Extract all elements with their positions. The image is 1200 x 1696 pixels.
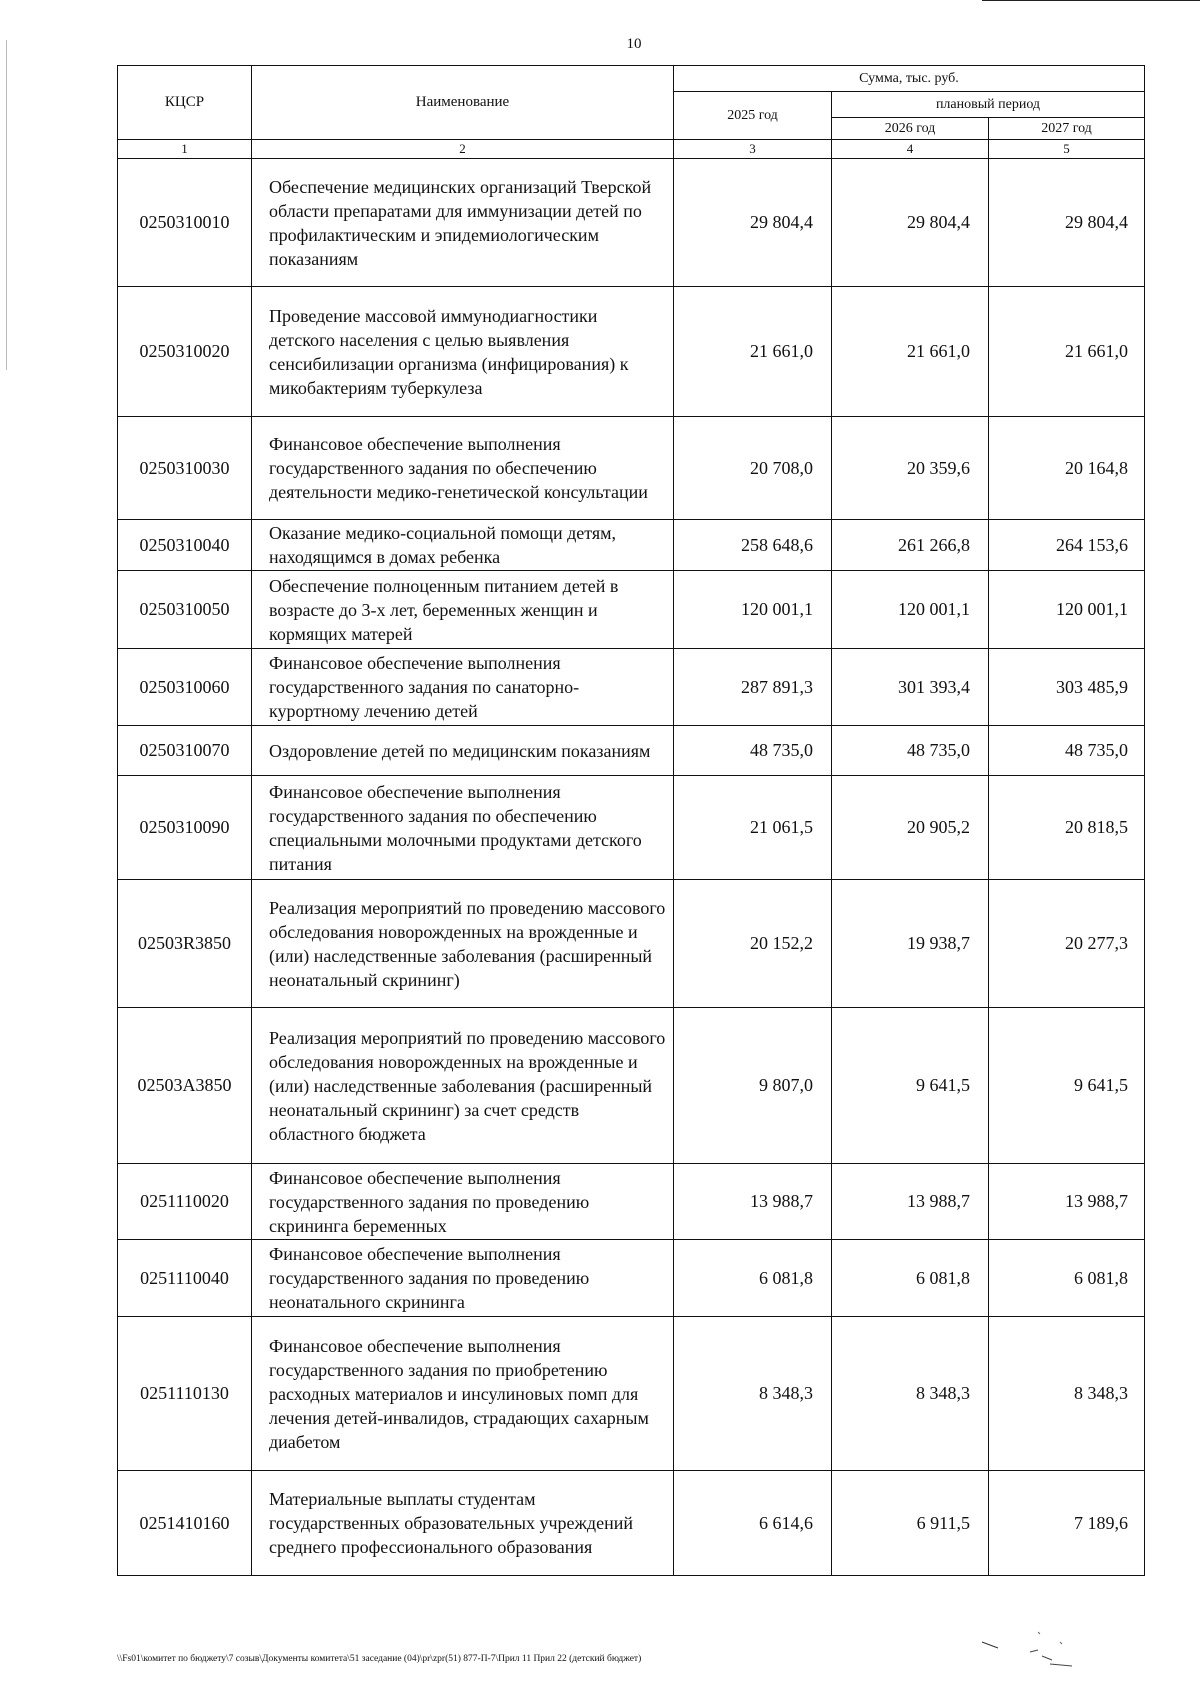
- table-row: [118, 1164, 1145, 1240]
- row-value-2026: 48 735,0: [832, 726, 989, 776]
- row-value-2025: 120 001,1: [674, 571, 832, 649]
- row-value-2027: 21 661,0: [989, 287, 1145, 417]
- row-value-2026: 6 081,8: [832, 1240, 989, 1317]
- row-name: Финансовое обеспечение выполнения государственного задания по проведению скрининга беременных: [252, 1164, 674, 1240]
- table-row: [118, 649, 1145, 726]
- table-row: [118, 1008, 1145, 1164]
- column-number: 2: [252, 140, 674, 159]
- row-name: Материальные выплаты студентам государственных образовательных учреждений среднего профессионального образования: [252, 1471, 674, 1576]
- row-code: 0250310040: [118, 520, 252, 571]
- row-value-2025: 21 661,0: [674, 287, 832, 417]
- handwritten-mark: [980, 1622, 1090, 1672]
- row-name: Финансовое обеспечение выполнения государственного задания по санаторно-курортному лечению детей: [252, 649, 674, 726]
- row-code: 0251110130: [118, 1317, 252, 1471]
- row-value-2025: 6 614,6: [674, 1471, 832, 1576]
- row-value-2027: 303 485,9: [989, 649, 1145, 726]
- row-code: 0250310030: [118, 417, 252, 520]
- row-value-2026: 20 905,2: [832, 776, 989, 880]
- row-value-2025: 9 807,0: [674, 1008, 832, 1164]
- row-value-2027: 20 818,5: [989, 776, 1145, 880]
- header-sum: Сумма, тыс. руб.: [674, 66, 1145, 92]
- table-row: [118, 726, 1145, 776]
- row-value-2027: 20 164,8: [989, 417, 1145, 520]
- column-number: 3: [674, 140, 832, 159]
- row-value-2025: 20 152,2: [674, 880, 832, 1008]
- table-row: [118, 287, 1145, 417]
- header-code: КЦСР: [118, 66, 252, 140]
- row-value-2026: 19 938,7: [832, 880, 989, 1008]
- row-value-2026: 21 661,0: [832, 287, 989, 417]
- row-value-2026: 13 988,7: [832, 1164, 989, 1240]
- row-name: Оздоровление детей по медицинским показаниям: [252, 726, 674, 776]
- header-year-2026: 2026 год: [832, 118, 989, 140]
- table-row: [118, 571, 1145, 649]
- row-name: Финансовое обеспечение выполнения государственного задания по проведению неонатального скрининга: [252, 1240, 674, 1317]
- row-value-2027: 7 189,6: [989, 1471, 1145, 1576]
- header-year-2027: 2027 год: [989, 118, 1145, 140]
- row-name: Реализация мероприятий по проведению массового обследования новорожденных на врожденные и (или) наследственные заболевания (расширенный неонатальный скрининг) за счет средств областного бюджета: [252, 1008, 674, 1164]
- row-value-2027: 20 277,3: [989, 880, 1145, 1008]
- row-value-2026: 9 641,5: [832, 1008, 989, 1164]
- row-code: 0250310070: [118, 726, 252, 776]
- table-row: [118, 159, 1145, 287]
- header-name: Наименование: [252, 66, 674, 140]
- row-code: 0250310010: [118, 159, 252, 287]
- row-code: 0251110040: [118, 1240, 252, 1317]
- table-row: [118, 520, 1145, 571]
- table-row: [118, 1240, 1145, 1317]
- row-name: Финансовое обеспечение выполнения государственного задания по приобретению расходных материалов и инсулиновых помп для лечения детей-инвалидов, страдающих сахарным диабетом: [252, 1317, 674, 1471]
- row-code: 0250310020: [118, 287, 252, 417]
- row-value-2025: 258 648,6: [674, 520, 832, 571]
- column-number: 4: [832, 140, 989, 159]
- row-value-2025: 48 735,0: [674, 726, 832, 776]
- header-plan-period: плановый период: [832, 92, 1145, 118]
- row-value-2026: 8 348,3: [832, 1317, 989, 1471]
- page-number: 10: [626, 36, 642, 52]
- column-number-row: [118, 140, 1145, 159]
- row-code: 0250310090: [118, 776, 252, 880]
- row-value-2026: 301 393,4: [832, 649, 989, 726]
- row-value-2027: 6 081,8: [989, 1240, 1145, 1317]
- row-code: 0250310060: [118, 649, 252, 726]
- row-value-2027: 13 988,7: [989, 1164, 1145, 1240]
- table-row: [118, 776, 1145, 880]
- row-code: 02503R3850: [118, 880, 252, 1008]
- row-value-2025: 287 891,3: [674, 649, 832, 726]
- row-value-2025: 20 708,0: [674, 417, 832, 520]
- row-name: Обеспечение полноценным питанием детей в возрасте до 3-х лет, беременных женщин и кормящих матерей: [252, 571, 674, 649]
- row-code: 0251110020: [118, 1164, 252, 1240]
- budget-table: [117, 65, 1145, 1576]
- row-name: Оказание медико-социальной помощи детям, находящимся в домах ребенка: [252, 520, 674, 571]
- row-code: 0250310050: [118, 571, 252, 649]
- row-name: Реализация мероприятий по проведению массового обследования новорожденных на врожденные и (или) наследственные заболевания (расширенный неонатальный скрининг): [252, 880, 674, 1008]
- row-name: Проведение массовой иммунодиагностики детского населения с целью выявления сенсибилизации организма (инфицирования) к микобактериям туберкулеза: [252, 287, 674, 417]
- scan-edge-mark: [6, 40, 7, 370]
- row-value-2027: 48 735,0: [989, 726, 1145, 776]
- row-value-2027: 264 153,6: [989, 520, 1145, 571]
- row-value-2026: 120 001,1: [832, 571, 989, 649]
- table-row: [118, 417, 1145, 520]
- scan-edge-line: [982, 0, 1200, 1]
- row-code: 02503A3850: [118, 1008, 252, 1164]
- row-value-2025: 29 804,4: [674, 159, 832, 287]
- table-row: [118, 1317, 1145, 1471]
- row-value-2026: 20 359,6: [832, 417, 989, 520]
- row-value-2025: 6 081,8: [674, 1240, 832, 1317]
- row-value-2027: 120 001,1: [989, 571, 1145, 649]
- column-number: 1: [118, 140, 252, 159]
- row-value-2025: 13 988,7: [674, 1164, 832, 1240]
- row-value-2027: 8 348,3: [989, 1317, 1145, 1471]
- table-row: [118, 1471, 1145, 1576]
- row-value-2026: 261 266,8: [832, 520, 989, 571]
- row-name: Финансовое обеспечение выполнения государственного задания по обеспечению деятельности медико-генетической консультации: [252, 417, 674, 520]
- row-value-2027: 29 804,4: [989, 159, 1145, 287]
- row-value-2026: 6 911,5: [832, 1471, 989, 1576]
- row-value-2025: 21 061,5: [674, 776, 832, 880]
- row-value-2027: 9 641,5: [989, 1008, 1145, 1164]
- header-year-2025: 2025 год: [674, 92, 832, 140]
- row-name: Обеспечение медицинских организаций Тверской области препаратами для иммунизации детей по профилактическим и эпидемиологическим показаниям: [252, 159, 674, 287]
- row-value-2026: 29 804,4: [832, 159, 989, 287]
- row-value-2025: 8 348,3: [674, 1317, 832, 1471]
- table-row: [118, 880, 1145, 1008]
- column-number: 5: [989, 140, 1145, 159]
- row-code: 0251410160: [118, 1471, 252, 1576]
- footer-file-path: \\Fs01\комитет по бюджету\7 созыв\Документы комитета\51 заседание (04)\pr\zpr(51) 877-П-7\Прил 11 Прил 22 (детский бюджет): [117, 1654, 642, 1664]
- row-name: Финансовое обеспечение выполнения государственного задания по обеспечению специальными молочными продуктами детского питания: [252, 776, 674, 880]
